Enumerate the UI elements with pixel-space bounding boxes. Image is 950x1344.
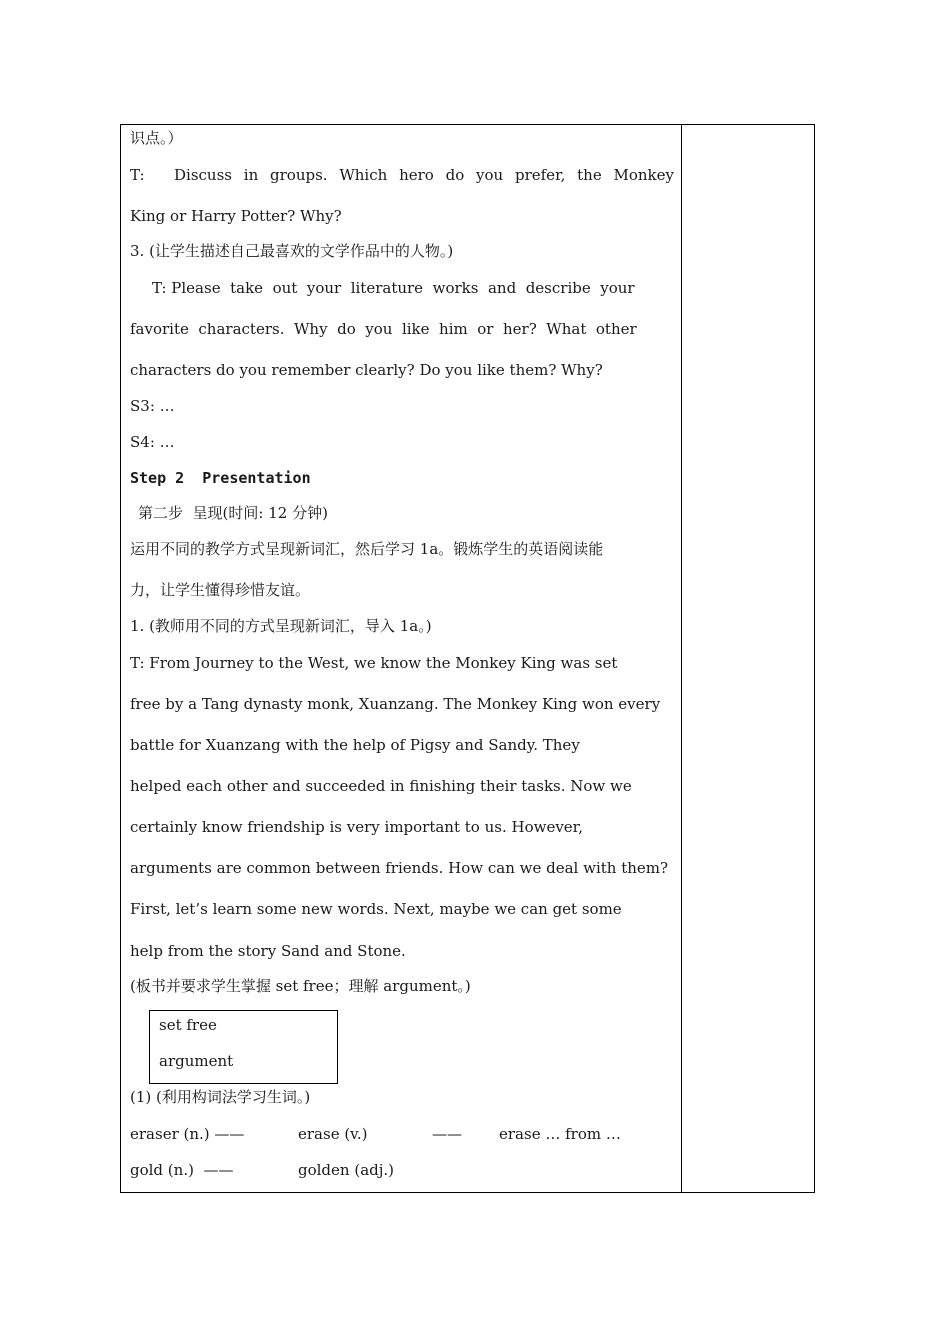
vocab-box bbox=[149, 1010, 338, 1084]
text-line: 力，让学生懂得珍惜友谊。 bbox=[130, 581, 311, 599]
text-line: King or Harry Potter? Why? bbox=[130, 207, 342, 225]
word-form: eraser (n.) —— bbox=[130, 1125, 245, 1143]
text-line: 运用不同的教学方式呈现新词汇，然后学习 1a。锻炼学生的英语阅读能 bbox=[130, 540, 604, 558]
word-form: erase (v.) bbox=[298, 1125, 368, 1143]
text-line: helped each other and succeeded in finishing their tasks. Now we bbox=[130, 777, 632, 795]
column-divider bbox=[681, 125, 682, 1192]
section-heading: Step 2 Presentation bbox=[130, 469, 311, 487]
text-line: 3. (让学生描述自己最喜欢的文学作品中的人物。) bbox=[130, 242, 454, 260]
word-dash: —— bbox=[432, 1125, 462, 1143]
text-line: S3: … bbox=[130, 397, 175, 415]
text-line: 1. (教师用不同的方式呈现新词汇，导入 1a。) bbox=[130, 617, 432, 635]
text-line: favorite characters. Why do you like him or her? What other bbox=[130, 320, 637, 338]
word-form: golden (adj.) bbox=[298, 1161, 395, 1179]
word-form: erase … from … bbox=[499, 1125, 621, 1143]
text-line: (1) (利用构词法学习生词。) bbox=[130, 1088, 311, 1106]
text-line: T: Please take out your literature works and describe your bbox=[152, 279, 635, 297]
text-line: battle for Xuanzang with the help of Pigsy and Sandy. They bbox=[130, 736, 580, 754]
text-line: (板书并要求学生掌握 set free；理解 argument。) bbox=[130, 977, 471, 995]
lesson-table bbox=[120, 124, 815, 1193]
text-line: help from the story Sand and Stone. bbox=[130, 942, 406, 960]
vocab-item: argument bbox=[159, 1052, 234, 1070]
text-line: T: Discuss in groups. Which hero do you prefer, the Monkey bbox=[130, 166, 674, 184]
text-line: T: From Journey to the West, we know the Monkey King was set bbox=[130, 654, 618, 672]
text-line: 识点。） bbox=[130, 129, 183, 147]
text-line: characters do you remember clearly? Do you like them? Why? bbox=[130, 361, 603, 379]
text-line: First, let’s learn some new words. Next, maybe we can get some bbox=[130, 900, 622, 918]
text-line: arguments are common between friends. How can we deal with them? bbox=[130, 859, 669, 877]
text-line: free by a Tang dynasty monk, Xuanzang. The Monkey King won every bbox=[130, 695, 661, 713]
vocab-item: set free bbox=[159, 1016, 217, 1034]
text-line: S4: … bbox=[130, 433, 175, 451]
text-line: 第二步 呈现(时间: 12 分钟) bbox=[138, 504, 328, 522]
text-line: certainly know friendship is very important to us. However, bbox=[130, 818, 583, 836]
word-form: gold (n.) —— bbox=[130, 1161, 234, 1179]
